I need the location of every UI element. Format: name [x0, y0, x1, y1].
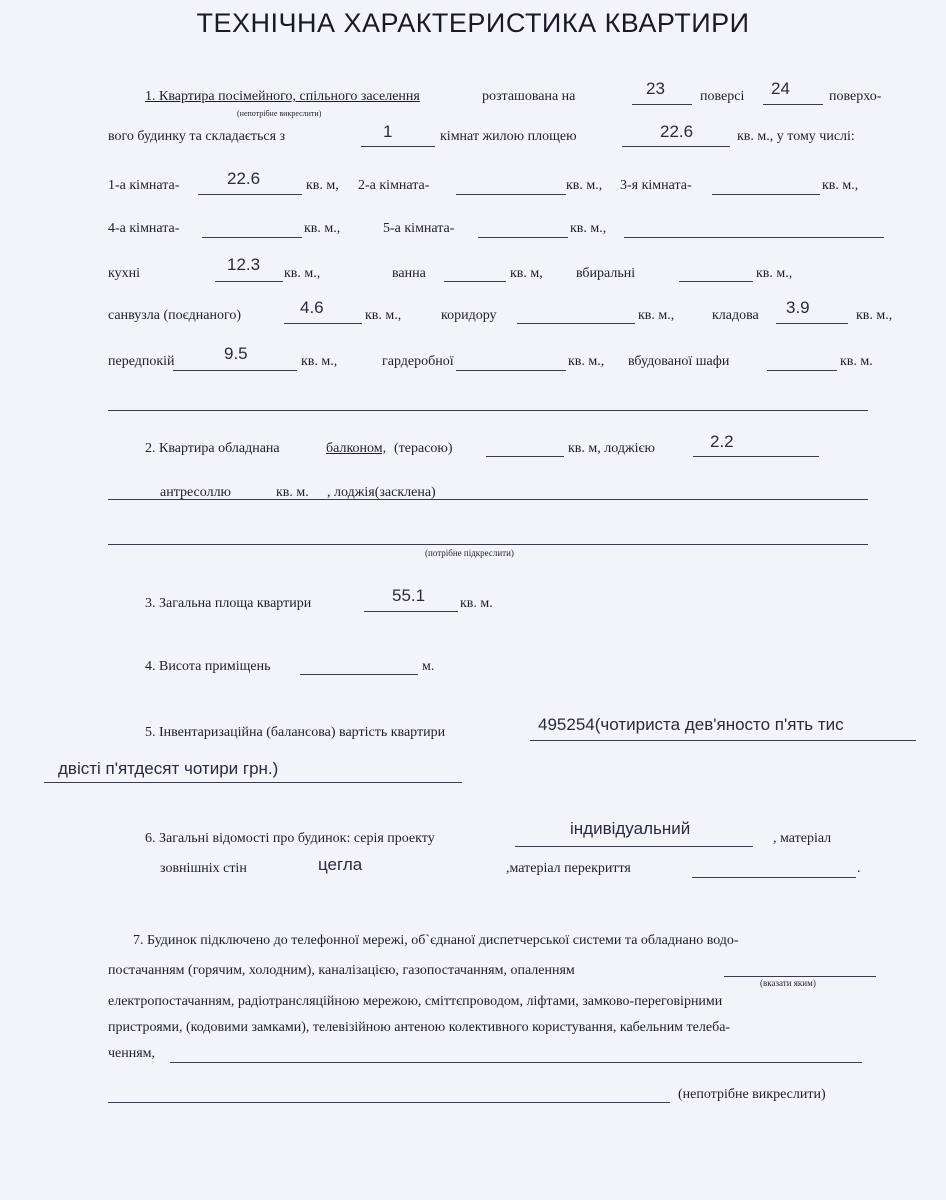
kitchen-label: кухні: [108, 266, 140, 281]
room5-unit: кв. м.,: [570, 221, 607, 236]
value-line1: 495254(чотириста дев'яносто п'ять тис: [538, 715, 844, 734]
s2-mezz: антресоллю: [160, 485, 232, 500]
s4-label: 4. Висота приміщень: [145, 659, 271, 674]
room3-line: [712, 194, 820, 195]
wardrobe-label: гардеробної: [382, 354, 454, 369]
storage-label: кладова: [712, 308, 759, 323]
rooms-value: 1: [383, 122, 393, 141]
s1-building: вого будинку та складається з: [108, 129, 286, 144]
kitchen-value: 12.3: [227, 255, 261, 274]
s7-final-line: [108, 1102, 670, 1103]
s2-unit1: кв. м, лоджією: [568, 441, 656, 456]
room1-label: 1-а кімната-: [108, 178, 180, 193]
s1-strike-note: (непотрібне викреслити): [237, 109, 322, 118]
wardrobe-line: [456, 370, 566, 371]
room4-label: 4-а кімната-: [108, 221, 180, 236]
s7-line3: електропостачанням, радіотрансляційною мережою, сміттєпроводом, ліфтами, замково-переговірними: [108, 994, 723, 1009]
toilet-line: [679, 281, 753, 282]
hall-value: 9.5: [224, 344, 248, 363]
s2-terrace: (терасою): [394, 441, 453, 456]
room2-label: 2-а кімната-: [358, 178, 430, 193]
s6-period: .: [857, 861, 861, 876]
height-line: [300, 674, 418, 675]
value-line2: двісті п'ятдесят чотири грн.): [58, 759, 279, 778]
s5-label: 5. Інвентаризаційна (балансова) вартість квартири: [145, 725, 446, 740]
wc-value: 4.6: [300, 298, 324, 317]
loggia-value: 2.2: [710, 432, 734, 451]
s2-loggia-glazed: , лоджія(засклена): [327, 485, 436, 500]
kitchen-line: [215, 281, 283, 282]
room-extra-line: [624, 237, 884, 238]
s4-unit: м.: [422, 659, 435, 674]
hall-line: [173, 370, 297, 371]
room2-line: [456, 194, 566, 195]
room4-line: [202, 237, 302, 238]
builtin-line: [767, 370, 837, 371]
value-line-2: [44, 782, 462, 783]
corridor-line: [517, 323, 635, 324]
living-area-line: [622, 146, 730, 147]
s3-unit: кв. м.: [460, 596, 493, 611]
s7-strike-note: (непотрібне викреслити): [678, 1087, 826, 1102]
builtin-unit: кв. м.: [840, 354, 873, 369]
loggia-line: [693, 456, 819, 457]
room3-unit: кв. м.,: [822, 178, 859, 193]
s1-poverkho: поверхо-: [829, 89, 882, 104]
hall-unit: кв. м.,: [301, 354, 338, 369]
floors-material-line: [692, 877, 856, 878]
heating-line: [724, 976, 876, 977]
hall-label: передпокій: [108, 354, 175, 369]
kitchen-unit: кв. м.,: [284, 266, 321, 281]
wc-unit: кв. м.,: [365, 308, 402, 323]
wc-line: [284, 323, 362, 324]
corridor-label: коридору: [441, 308, 497, 323]
walls-value: цегла: [318, 855, 363, 874]
room5-label: 5-а кімната-: [383, 221, 455, 236]
bath-unit: кв. м,: [510, 266, 543, 281]
s2-line-b: [108, 544, 868, 545]
total-area-value: 55.1: [392, 586, 426, 605]
room3-label: 3-я кімната-: [620, 178, 692, 193]
s7-specify: (вказати яким): [760, 978, 816, 988]
s2-underline-note: (потрібне підкреслити): [425, 548, 514, 558]
s1-intro: 1. Квартира посімейного, спільного заселення: [145, 89, 420, 104]
value-line-1: [530, 740, 916, 741]
s6-material-word: , матеріал: [773, 831, 832, 846]
total-floors-value: 24: [771, 79, 790, 98]
s7-cable-line: [170, 1062, 862, 1063]
s6-floors-label: ,матеріал перекриття: [506, 861, 631, 876]
s7-line4: пристроями, (кодовими замками), телевізійною антеною колективного користування, кабельним телеба-: [108, 1020, 731, 1035]
s2-balcony: балконом,: [326, 441, 387, 456]
total-area-line: [364, 611, 458, 612]
wardrobe-unit: кв. м.,: [568, 354, 605, 369]
s7-line5: ченням,: [108, 1046, 156, 1061]
living-area-value: 22.6: [660, 122, 694, 141]
toilet-label: вбиральні: [576, 266, 636, 281]
s2-unit2: кв. м.: [276, 485, 309, 500]
rooms-line: [361, 146, 435, 147]
bath-line: [444, 281, 506, 282]
storage-unit: кв. м.,: [856, 308, 893, 323]
floor-line: [632, 104, 692, 105]
s2-intro: 2. Квартира обладнана: [145, 441, 280, 456]
s6-label: 6. Загальні відомості про будинок: серія проекту: [145, 831, 435, 846]
storage-line: [776, 323, 848, 324]
s1-end-line: [108, 410, 868, 411]
series-value: індивідуальний: [570, 819, 691, 838]
floor-value: 23: [646, 79, 665, 98]
bath-label: ванна: [392, 266, 426, 281]
s1-rooms-label: кімнат жилою площею: [440, 129, 577, 144]
room1-line: [198, 194, 302, 195]
storage-value: 3.9: [786, 298, 810, 317]
room1-value: 22.6: [227, 169, 261, 188]
room4-unit: кв. м.,: [304, 221, 341, 236]
s2-line-a: [108, 499, 868, 500]
s1-incl: кв. м., у тому числі:: [737, 129, 855, 144]
room2-unit: кв. м.,: [566, 178, 603, 193]
s7-line2: постачанням (горячим, холодним), каналізацією, газопостачанням, опаленням: [108, 963, 575, 978]
document-title: ТЕХНІЧНА ХАРАКТЕРИСТИКА КВАРТИРИ: [196, 8, 750, 38]
s3-label: 3. Загальна площа квартири: [145, 596, 312, 611]
builtin-label: вбудованої шафи: [628, 354, 730, 369]
wc-label: санвузла (поєднаного): [108, 308, 241, 323]
s1-located: розташована на: [482, 89, 576, 104]
room1-unit: кв. м,: [306, 178, 339, 193]
s1-floor-word: поверсі: [700, 89, 745, 104]
total-floors-line: [763, 104, 823, 105]
room5-line: [478, 237, 568, 238]
terrace-line: [486, 456, 564, 457]
s6-walls-label: зовнішніх стін: [160, 861, 247, 876]
toilet-unit: кв. м.,: [756, 266, 793, 281]
corridor-unit: кв. м.,: [638, 308, 675, 323]
s7-line1: 7. Будинок підключено до телефонної мережі, об`єднаної диспетчерської системи та обладнано водо-: [133, 933, 739, 948]
series-line: [515, 846, 753, 847]
